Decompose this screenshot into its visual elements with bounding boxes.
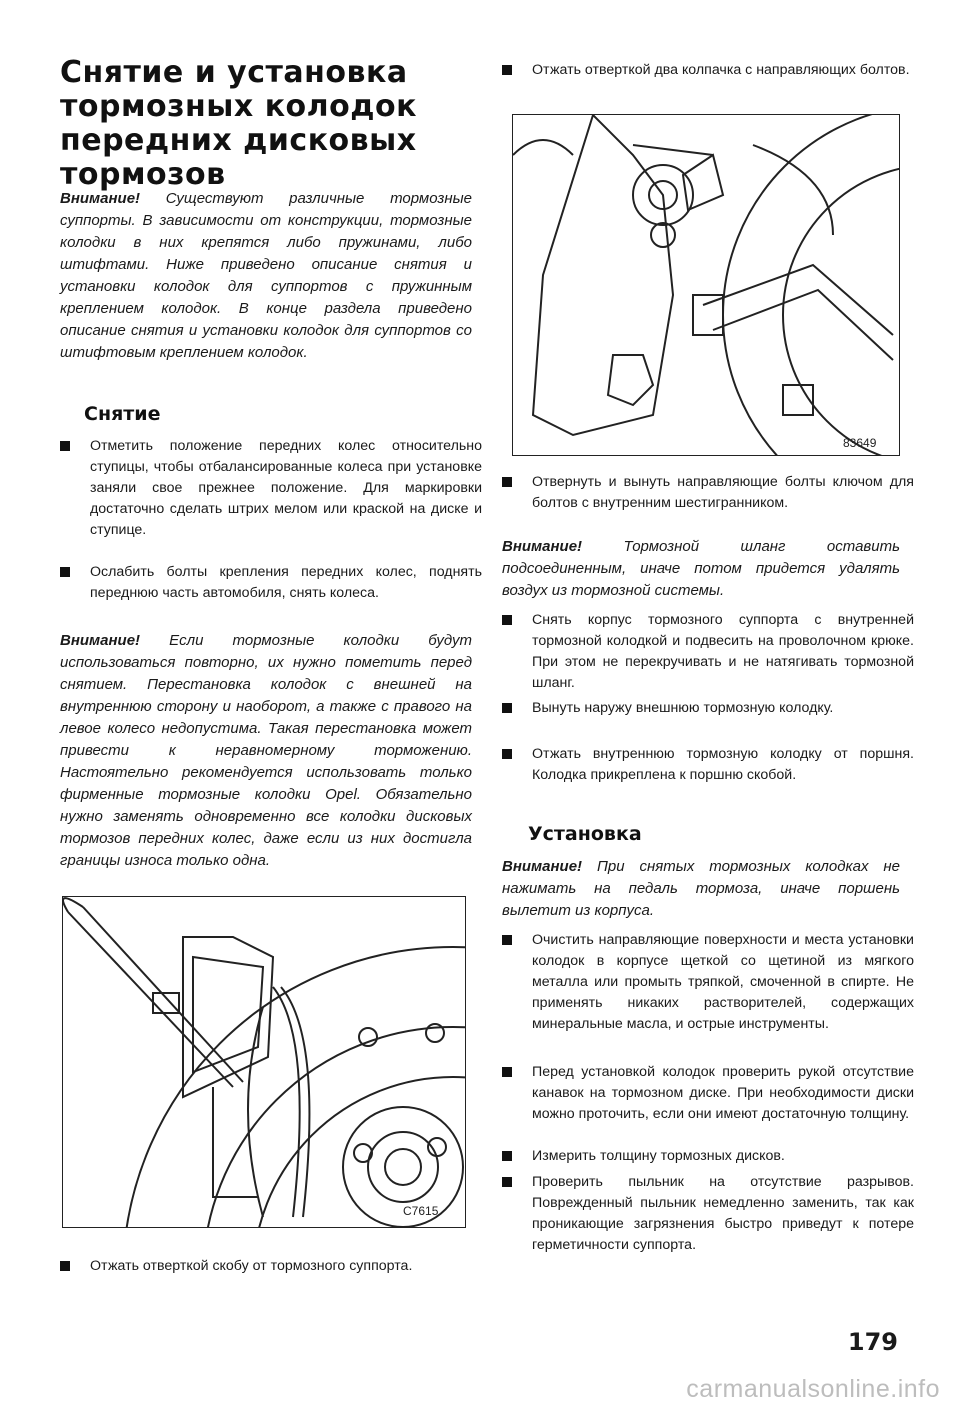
removal-heading: Снятие	[84, 403, 161, 425]
page-number: 179	[847, 1328, 898, 1356]
install-step-2: Перед установкой колодок проверить рукой отсутствие канавок на тормозном диске. При необходимости диски можно проточить, если они имеют достаточную толщину.	[502, 1062, 914, 1125]
removal-step-2: Ослабить болты крепления передних колес, поднять переднюю часть автомобиля, снять колеса.	[60, 562, 482, 604]
removal-note-label: Внимание!	[60, 632, 141, 649]
install-note	[502, 856, 900, 922]
intro-note-text: Существуют различные тормозные суппорты. В зависимости от конструкции, тормозные колодки в них крепятся либо пружинами, либо штифтами. Ниже приведено описание снятия и установки колодок для суппортов с пружинным креплением колодок. В конце раздела приведено описание снятия и установки колодок для суппортов со штифтовым креплением колодок.	[60, 190, 472, 361]
removal-step-outer-pad: Вынуть наружу внешнюю тормозную колодку.	[502, 698, 914, 719]
install-step-3: Измерить толщину тормозных дисков.	[502, 1146, 914, 1167]
caliper-clip-figure-code: C7615	[403, 1204, 439, 1218]
removal-step-inner-pad: Отжать внутреннюю тормозную колодку от поршня. Колодка прикреплена к поршню скобой.	[502, 744, 914, 786]
removal-note	[60, 630, 472, 872]
install-note-text: При снятых тормозных колодках не нажимать на педаль тормоза, иначе поршень вылетит из корпуса.	[502, 858, 900, 919]
hose-note	[502, 536, 900, 602]
removal-step-housing: Снять корпус тормозного суппорта с внутренней тормозной колодкой и подвесить на проволочном крюке. При этом не перекручивать и не натягивать тормозной шланг.	[502, 610, 914, 694]
page-title: Снятие и установка тормозных колодок передних дисковых тормозов	[60, 55, 417, 192]
removal-step-bolts: Отвернуть и вынуть направляющие болты ключом для болтов с внутренним шестигранником.	[502, 472, 914, 514]
install-step-4: Проверить пыльник на отсутствие разрывов. Поврежденный пыльник немедленно заменить, так как проникающие загрязнения быстро приведут к потере герметичности суппорта.	[502, 1172, 914, 1256]
guide-bolts-illustration	[513, 115, 899, 455]
caliper-clip-figure	[62, 896, 466, 1228]
install-step-1: Очистить направляющие поверхности и места установки колодок в корпусе щеткой со щетиной из мягкого металла или промыть тряпкой, смоченной в спирте. Не применять никаких растворителей, содержащих минеральные масла, и острые инструменты.	[502, 930, 914, 1035]
guide-bolts-figure-code: 83649	[843, 436, 877, 450]
removal-step-caps: Отжать отверткой два колпачка с направляющих болтов.	[502, 60, 914, 81]
install-note-label: Внимание!	[502, 858, 583, 875]
caliper-clip-illustration	[63, 897, 465, 1227]
site-watermark: carmanualsonline.info	[686, 1375, 940, 1403]
intro-note-label: Внимание!	[60, 190, 141, 207]
guide-bolts-figure	[512, 114, 900, 456]
intro-note	[60, 188, 472, 364]
removal-step-1: Отметить положение передних колес относительно ступицы, чтобы отбалансированные колеса при установке заняли свое прежнее положение. Для маркировки достаточно сделать штрих мелом или краской на диске и ступице.	[60, 436, 482, 541]
hose-note-label: Внимание!	[502, 538, 583, 555]
removal-note-text: Если тормозные колодки будут использоваться повторно, их нужно пометить перед снятием. Перестановка колодок с внешней на внутреннюю сторону и наоборот, а также с правого на левое колесо недопустима. Такая перестановка может привести к неравномерному торможению. Настоятельно рекомендуется использовать только фирменные тормозные колодки Opel. Обязательно нужно заменять одновременно все колодки дисковых тормозов передних колес, даже если из них достигла границы износа только одна.	[60, 632, 472, 869]
hose-note-text: Тормозной шланг оставить подсоединенным, иначе потом придется удалять воздух из тормозной системы.	[502, 538, 900, 599]
install-heading: Установка	[528, 823, 642, 845]
removal-step-3: Отжать отверткой скобу от тормозного суппорта.	[60, 1256, 482, 1277]
